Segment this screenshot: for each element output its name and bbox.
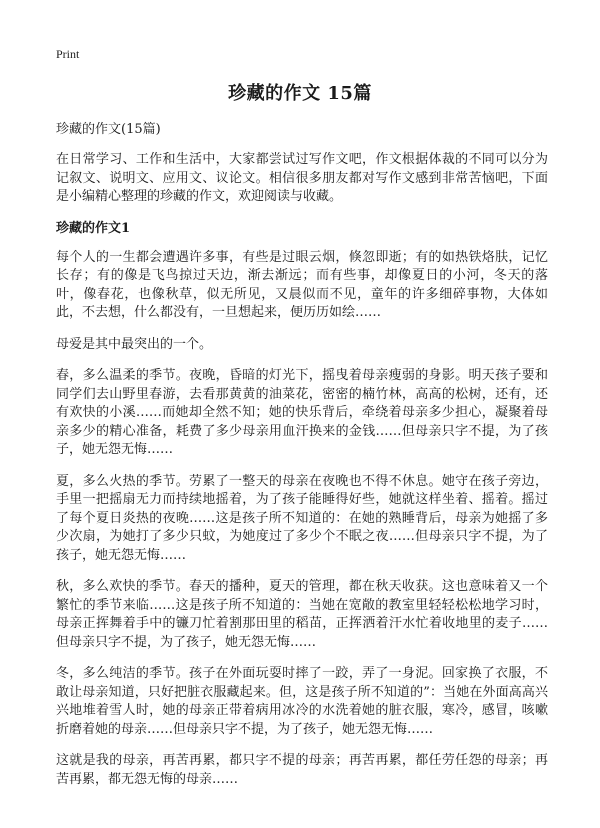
body-paragraph: 这就是我的母亲，再苦再累，都只字不提的母亲；再苦再累，都任劳任怨的母亲；再苦再累，都无怨无悔的母亲……: [56, 753, 548, 787]
article-body: [56, 121, 548, 789]
body-paragraph: 秋，多么欢快的季节。春天的播种，夏天的管理，都在秋天收获。这也意味着又一个繁忙的季节来临……这是孩子所不知道的：当她在宽敞的教室里轻轻松松地学习时，母亲正挥舞着手中的镰刀忙着割那田里的稻苗，正挥洒着汗水忙着收地里的麦子……但母亲只字不提，为了孩子，她无怨无悔……: [56, 579, 548, 650]
body-paragraph: 母爱是其中最突出的一个。: [56, 336, 213, 352]
body-paragraph: 夏，多么火热的季节。劳累了一整天的母亲在夜晚也不得不休息。她守在孩子旁边，手里一把摇扇无力而持续地摇着，为了孩子能睡得好些，她就这样坐着、摇着。摇过了每个夏日炎热的夜晚……这是孩子所不知道的：在她的熟睡背后，母亲为她摇了多少次扇，为她打了多少只蚊，为她度过了多少个不眠之夜……但母亲只字不提，为了孩子，她无怨无悔……: [56, 473, 548, 563]
body-paragraph: 冬，多么纯洁的季节。孩子在外面玩耍时摔了一跤，弄了一身泥。回家换了衣服，不敢让母亲知道，只好把脏衣服藏起来。但，这是孩子所不知道的”：当她在外面高高兴兴地堆着雪人时，她的母亲正带着病用冰冷的水洗着她的脏衣服，寒冷，感冒，咳嗽折磨着她的母亲……但母亲只字不提，为了孩子，她无怨无悔……: [56, 666, 548, 737]
intro-paragraph: 在日常学习、工作和生活中，大家都尝试过写作文吧，作文根据体裁的不同可以分为记叙文、说明文、应用文、议论文。相信很多朋友都对写作文感到非常苦恼吧，下面是小编精心整理的珍藏的作文，欢迎阅读与收藏。: [56, 152, 548, 204]
body-paragraph: 春，多么温柔的季节。夜晚，昏暗的灯光下，摇曳着母亲瘦弱的身影。明天孩子要和同学们去山野里春游，去看那黄黄的油菜花，密密的楠竹林，高高的松树，还有，还有欢快的小溪……而她却全然不知；她的快乐背后，牵绕着母亲多少担心，凝聚着母亲多少的精心准备，耗费了多少母亲用血汗换来的金钱……但母亲只字不提，为了孩子，她无怨无悔……: [56, 368, 548, 457]
body-paragraph: 每个人的一生都会遭遇许多事，有些是过眼云烟，倏忽即逝；有的如热铁烙肤，记忆长存；有的像是飞鸟掠过天边，渐去渐远；而有些事，却像夏日的小河，冬天的落叶，像春花，也像秋草，似无所见，又晨似而不见，童年的许多细碎事物，大体如此，不去想，什么都没有，一旦想起来，便历历如绘……: [56, 249, 548, 320]
article-subtitle: 珍藏的作文(15篇): [56, 122, 161, 137]
section-heading: 珍藏的作文1: [56, 220, 131, 236]
page-title: 珍藏的作文 15篇: [228, 83, 372, 104]
print-link[interactable]: Print: [56, 47, 80, 61]
